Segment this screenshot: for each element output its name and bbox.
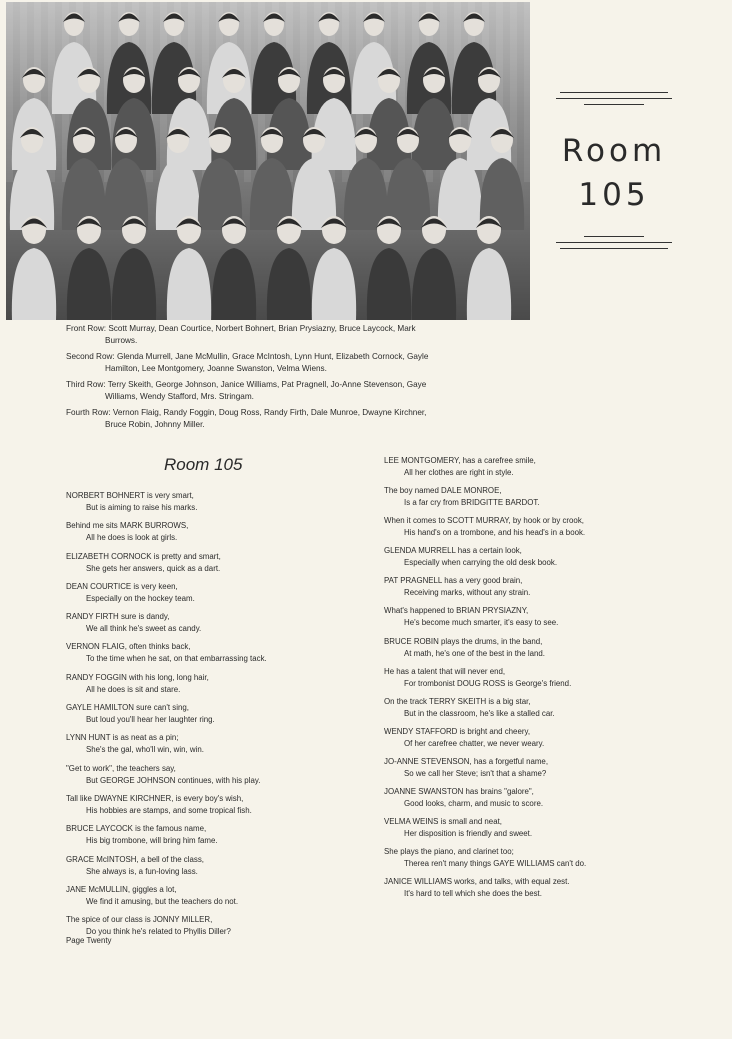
poem-line: LYNN HUNT is as neat as a pin; bbox=[66, 733, 179, 743]
photo-caption bbox=[66, 323, 516, 435]
poem-line-indented: His hand's on a trombone, and his head's in a book. bbox=[404, 528, 586, 538]
poem-line-indented: All he does is sit and stare. bbox=[86, 684, 181, 694]
poem-line-indented: Especially on the hockey team. bbox=[86, 593, 195, 603]
poem-line: GLENDA MURRELL has a certain look, bbox=[384, 546, 522, 556]
poem-stanza bbox=[384, 816, 684, 840]
caption-line: Williams, Wendy Stafford, Mrs. Stringam. bbox=[105, 391, 254, 401]
poem-column-left bbox=[66, 490, 366, 944]
poem-line: VERNON FLAIG, often thinks back, bbox=[66, 642, 191, 652]
poem-line-indented: His big trombone, will bring him fame. bbox=[86, 836, 218, 846]
poem-line: The spice of our class is JONNY MILLER, bbox=[66, 915, 213, 925]
caption-row-second bbox=[66, 351, 516, 374]
poem-line: DEAN COURTICE is very keen, bbox=[66, 581, 178, 591]
poem-line-indented: Good looks, charm, and music to score. bbox=[404, 799, 544, 809]
poem-stanza bbox=[66, 490, 366, 514]
title-rule bbox=[560, 92, 668, 93]
poem-line-indented: She gets her answers, quick as a dart. bbox=[86, 563, 221, 573]
caption-line: Front Row: Scott Murray, Dean Courtice, Norbert Bohnert, Brian Prysiazny, Bruce Laycock, Mark bbox=[66, 324, 416, 333]
person-body bbox=[167, 248, 211, 320]
poem-line: On the track TERRY SKEITH is a big star, bbox=[384, 696, 531, 706]
poem-line: Tall like DWAYNE KIRCHNER, is every boy's wish, bbox=[66, 793, 244, 803]
poem-stanza bbox=[66, 914, 366, 938]
poem-line-indented: But loud you'll hear her laughter ring. bbox=[86, 715, 215, 725]
poem-stanza bbox=[384, 726, 684, 750]
poem-stanza bbox=[384, 876, 684, 900]
poem-stanza bbox=[66, 702, 366, 726]
person-body bbox=[112, 248, 156, 320]
poem-stanza bbox=[384, 515, 684, 539]
poem-line: BRUCE LAYCOCK is the famous name, bbox=[66, 824, 207, 834]
poem-line-indented: But GEORGE JOHNSON continues, with his play. bbox=[86, 775, 261, 785]
title-rule bbox=[584, 236, 644, 237]
poem-line: The boy named DALE MONROE, bbox=[384, 486, 502, 496]
poem-line-indented: Do you think he's related to Phyllis Diller? bbox=[86, 927, 231, 937]
poem-title: Room 105 bbox=[164, 455, 243, 474]
poem-line-indented: She's the gal, who'll win, win, win. bbox=[86, 745, 204, 755]
person-body bbox=[267, 248, 311, 320]
poem-line-indented: Therea ren't many things GAYE WILLIAMS can't do. bbox=[404, 859, 587, 869]
curtain-fold bbox=[524, 2, 530, 182]
class-photo bbox=[6, 2, 530, 320]
poem-line: JANICE WILLIAMS works, and talks, with equal zest. bbox=[384, 877, 570, 887]
poem-line: JOANNE SWANSTON has brains "galore", bbox=[384, 787, 534, 797]
poem-stanza bbox=[384, 575, 684, 599]
poem-line: He has a talent that will never end, bbox=[384, 666, 506, 676]
poem-line-indented: Receiving marks, without any strain. bbox=[404, 588, 531, 598]
poem-stanza bbox=[384, 545, 684, 569]
poem-stanza bbox=[66, 793, 366, 817]
poem-line-indented: She always is, a fun-loving lass. bbox=[86, 866, 198, 876]
poem-stanza bbox=[66, 611, 366, 635]
poem-stanza bbox=[66, 763, 366, 787]
poem-stanza bbox=[384, 605, 684, 629]
caption-line: Third Row: Terry Skeith, George Johnson, Janice Williams, Pat Pragnell, Jo-Anne Stevenson, Gaye bbox=[66, 380, 427, 389]
poem-line: JANE McMULLIN, giggles a lot, bbox=[66, 884, 177, 894]
person-body bbox=[312, 248, 356, 320]
title-rule bbox=[560, 248, 668, 249]
poem-line-indented: We find it amusing, but the teachers do not. bbox=[86, 896, 239, 906]
person-body bbox=[12, 248, 56, 320]
room-title-number: 105 bbox=[578, 177, 650, 213]
poem-line: BRUCE ROBIN plays the drums, in the band, bbox=[384, 636, 543, 646]
poem-line: VELMA WEINS is small and neat, bbox=[384, 817, 502, 827]
caption-line: Bruce Robin, Johnny Miller. bbox=[105, 419, 205, 429]
poem-stanza bbox=[384, 846, 684, 870]
poem-line-indented: His hobbies are stamps, and some tropical fish. bbox=[86, 805, 252, 815]
caption-line: Fourth Row: Vernon Flaig, Randy Foggin, Doug Ross, Randy Firth, Dale Munroe, Dwayne Kirchner, bbox=[66, 408, 427, 417]
title-rule bbox=[556, 242, 672, 243]
poem-line-indented: Especially when carrying the old desk book. bbox=[404, 558, 558, 568]
caption-row-front bbox=[66, 323, 516, 346]
caption-line: Hamilton, Lee Montgomery, Joanne Swanston, Velma Wiens. bbox=[105, 363, 327, 373]
person-body bbox=[212, 248, 256, 320]
page-number: Page Twenty bbox=[66, 936, 112, 945]
person-body bbox=[367, 248, 411, 320]
poem-line: GRACE McINTOSH, a bell of the class, bbox=[66, 854, 204, 864]
room-title-word: Room bbox=[561, 133, 667, 169]
poem-stanza bbox=[66, 672, 366, 696]
poem-line-indented: All he does is look at girls. bbox=[86, 533, 178, 543]
poem-line-indented: So we call her Steve; isn't that a shame? bbox=[404, 768, 547, 778]
poem-line-indented: It's hard to tell which she does the best. bbox=[404, 889, 542, 899]
title-rule bbox=[556, 98, 672, 99]
poem-stanza bbox=[384, 786, 684, 810]
poem-stanza bbox=[66, 581, 366, 605]
poem-stanza bbox=[66, 551, 366, 575]
caption-row-third bbox=[66, 379, 516, 402]
poem-line: RANDY FOGGIN with his long, long hair, bbox=[66, 672, 209, 682]
poem-stanza bbox=[384, 636, 684, 660]
poem-stanza bbox=[384, 666, 684, 690]
person-body bbox=[412, 248, 456, 320]
poem-line-indented: We all think he's sweet as candy. bbox=[86, 624, 202, 634]
person-body bbox=[467, 248, 511, 320]
poem-line-indented: All her clothes are right in style. bbox=[404, 468, 514, 477]
poem-line: RANDY FIRTH sure is dandy, bbox=[66, 612, 170, 622]
poem-stanza bbox=[66, 884, 366, 908]
caption-line: Burrows. bbox=[105, 335, 138, 345]
poem-line: LEE MONTGOMERY, has a carefree smile, bbox=[384, 456, 536, 465]
poem-line: What's happened to BRIAN PRYSIAZNY, bbox=[384, 606, 529, 616]
poem-line-indented: But is aiming to raise his marks. bbox=[86, 503, 198, 512]
poem-line: "Get to work", the teachers say, bbox=[66, 763, 176, 773]
poem-line: JO-ANNE STEVENSON, has a forgetful name, bbox=[384, 756, 549, 766]
poem-line-indented: To the time when he sat, on that embarrassing tack. bbox=[86, 654, 267, 664]
poem-stanza bbox=[66, 520, 366, 544]
poem-line: ELIZABETH CORNOCK is pretty and smart, bbox=[66, 551, 221, 561]
person-body bbox=[67, 248, 111, 320]
poem-stanza bbox=[384, 455, 684, 479]
room-title-block bbox=[556, 88, 672, 254]
poem-line-indented: For trombonist DOUG ROSS is George's friend. bbox=[404, 678, 572, 688]
poem-stanza bbox=[66, 854, 366, 878]
poem-line: NORBERT BOHNERT is very smart, bbox=[66, 491, 194, 500]
poem-stanza bbox=[66, 732, 366, 756]
poem-line: PAT PRAGNELL has a very good brain, bbox=[384, 576, 523, 586]
title-rule bbox=[584, 104, 644, 105]
poem-line: WENDY STAFFORD is bright and cheery, bbox=[384, 726, 531, 736]
poem-stanza bbox=[384, 696, 684, 720]
poem-stanza bbox=[66, 823, 366, 847]
poem-line-indented: He's become much smarter, it's easy to see. bbox=[404, 618, 559, 628]
poem-line: When it comes to SCOTT MURRAY, by hook or by crook, bbox=[384, 516, 584, 526]
poem-stanza bbox=[66, 641, 366, 665]
class-photo-figures bbox=[6, 2, 530, 320]
poem-line-indented: Of her carefree chatter, we never weary. bbox=[404, 738, 545, 748]
poem-line: GAYLE HAMILTON sure can't sing, bbox=[66, 703, 189, 713]
poem-stanza bbox=[384, 485, 684, 509]
poem-line-indented: Her disposition is friendly and sweet. bbox=[404, 829, 533, 839]
caption-line: Second Row: Glenda Murrell, Jane McMullin, Grace McIntosh, Lynn Hunt, Elizabeth Cornock, Gayle bbox=[66, 352, 429, 361]
poem-line-indented: At math, he's one of the best in the land. bbox=[404, 648, 545, 658]
poem-column-right bbox=[384, 455, 684, 906]
poem-line-indented: Is a far cry from BRIDGITTE BARDOT. bbox=[404, 498, 540, 508]
poem-line: She plays the piano, and clarinet too; bbox=[384, 847, 514, 857]
poem-line-indented: But in the classroom, he's like a stalled car. bbox=[404, 708, 555, 718]
caption-row-fourth bbox=[66, 407, 516, 430]
poem-stanza bbox=[384, 756, 684, 780]
poem-line: Behind me sits MARK BURROWS, bbox=[66, 521, 189, 531]
